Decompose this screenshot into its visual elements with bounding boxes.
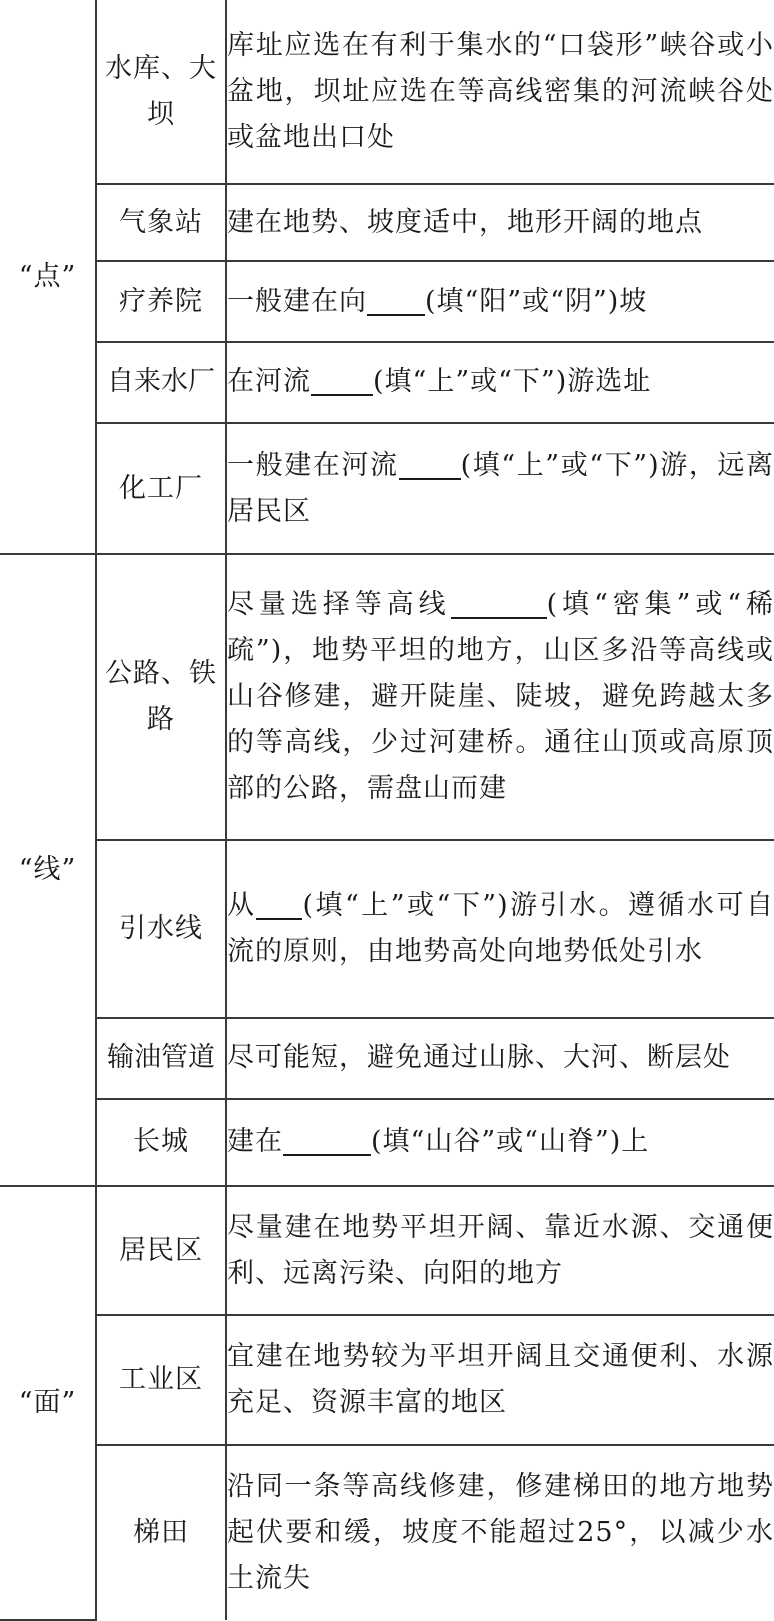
- table-row-road: [0, 554, 774, 839]
- table-row-terrace: [0, 1445, 774, 1620]
- category-point: “点”: [0, 0, 96, 554]
- facility-terraced-field: 梯田: [96, 1445, 226, 1620]
- desc-sanatorium-rest: (填“阳”或“阴”)坡: [425, 285, 648, 317]
- desc-reservoir: 库址应选在有利于集水的“口袋形”峡谷或小盆地，坝址应选在等高线密集的河流峡谷处或盆地出口处: [226, 0, 774, 184]
- facility-industrial: 工业区: [96, 1315, 226, 1445]
- facility-waterworks: 自来水厂: [96, 342, 226, 423]
- desc-oil-pipeline: 尽可能短，避免通过山脉、大河、断层处: [226, 1018, 774, 1099]
- desc-chemical-rest: (填“上”或“下”)游，远离居民区: [227, 449, 774, 527]
- facility-reservoir: 水库、大坝: [96, 0, 226, 184]
- category-line: “线”: [0, 554, 96, 1185]
- desc-chemical-lead: 一般建在河流: [227, 449, 399, 481]
- facility-water-diversion: 引水线: [96, 840, 226, 1018]
- facility-chemical-plant: 化工厂: [96, 423, 226, 555]
- table-row-pipeline: [0, 1018, 774, 1099]
- table-row-residential: [0, 1186, 774, 1316]
- desc-sanatorium: [226, 261, 774, 342]
- fill-in-blank[interactable]: [451, 587, 547, 619]
- desc-terraced-field: 沿同一条等高线修建，修建梯田的地方地势起伏要和缓，坡度不能超过25°，以减少水土流失: [226, 1445, 774, 1620]
- desc-great-wall: [226, 1099, 774, 1186]
- desc-residential: 尽量建在地势平坦开阔、靠近水源、交通便利、远离污染、向阳的地方: [226, 1186, 774, 1316]
- desc-chemical-plant: [226, 423, 774, 555]
- table-row-great-wall: [0, 1099, 774, 1186]
- fill-in-blank[interactable]: [367, 284, 425, 316]
- desc-sanatorium-lead: 一般建在向: [227, 285, 367, 317]
- facility-road-railway: 公路、铁路: [96, 554, 226, 839]
- table-row-diversion: [0, 840, 774, 1018]
- facility-sanatorium: 疗养院: [96, 261, 226, 342]
- desc-water-diversion: [226, 840, 774, 1018]
- desc-diversion-lead: 从: [227, 889, 257, 921]
- table-row-industrial: [0, 1315, 774, 1445]
- facility-great-wall: 长城: [96, 1099, 226, 1186]
- desc-waterworks: [226, 342, 774, 423]
- desc-weather-station: 建在地势、坡度适中，地形开阔的地点: [226, 184, 774, 261]
- desc-diversion-rest: (填“上”或“下”)游引水。遵循水可自流的原则，由地势高处向地势低处引水: [227, 889, 774, 967]
- desc-waterworks-rest: (填“上”或“下”)游选址: [373, 366, 652, 398]
- desc-industrial: 宜建在地势较为平坦开阔且交通便利、水源充足、资源丰富的地区: [226, 1315, 774, 1445]
- desc-wall-rest: (填“山谷”或“山脊”)上: [371, 1126, 650, 1158]
- fill-in-blank[interactable]: [399, 448, 461, 480]
- facility-oil-pipeline: 输油管道: [96, 1018, 226, 1099]
- desc-road-lead: 尽量选择等高线: [227, 589, 451, 621]
- facility-weather-station: 气象站: [96, 184, 226, 261]
- fill-in-blank[interactable]: [283, 1124, 371, 1156]
- desc-wall-lead: 建在: [227, 1126, 283, 1158]
- category-area: “面”: [0, 1186, 96, 1620]
- fill-in-blank[interactable]: [256, 888, 302, 920]
- table-row-sanatorium: [0, 261, 774, 342]
- desc-waterworks-lead: 在河流: [227, 366, 311, 398]
- table-row-weather: [0, 184, 774, 261]
- facility-residential: 居民区: [96, 1186, 226, 1316]
- table-row-chemical: [0, 423, 774, 555]
- table-row-reservoir: [0, 0, 774, 184]
- table-row-waterworks: [0, 342, 774, 423]
- desc-road-rest: (填“密集”或“稀疏”)，地势平坦的地方，山区多沿等高线或山谷修建，避开陡崖、陡坡，避免跨越太多的等高线，少过河建桥。通往山顶或高原顶部的公路，需盘山而建: [227, 589, 774, 805]
- fill-in-blank[interactable]: [311, 364, 373, 396]
- desc-road-railway: [226, 554, 774, 839]
